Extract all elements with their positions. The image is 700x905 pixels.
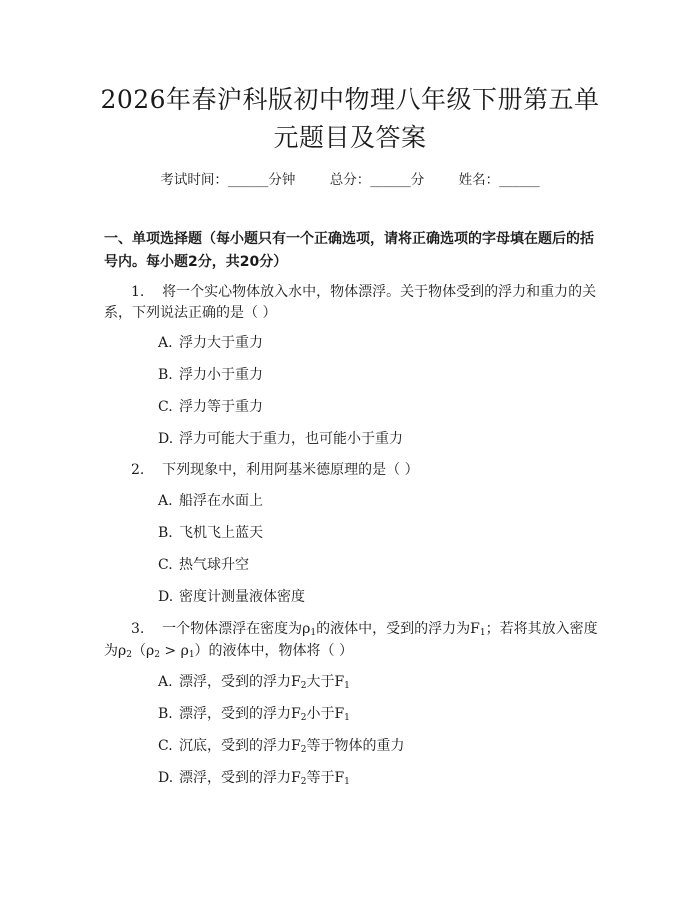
option-text: 等于物体的重力 [306,738,405,754]
option-letter: C. [158,399,173,415]
subscript: 2 [126,650,132,660]
question-1-line2: 系，下列说法正确的是（ ） [104,305,277,321]
option-text: 小于F [306,706,345,722]
question-3-line2 [104,640,353,666]
option-text: 漂浮，受到的浮力F [179,674,301,690]
question-text-part: 一个物体漂浮在密度为ρ [162,621,311,637]
option-text: 热气球升空 [179,557,249,573]
subscript: 1 [310,628,317,638]
option-text: 大于F [306,674,345,690]
question-text-part: ；若将其放入密度 [485,621,598,637]
exam-info [0,168,700,188]
subscript: 2 [300,745,307,755]
subscript: 2 [300,681,307,691]
option-letter: C. [158,557,173,573]
question-text: 将一个实心物体放入水中，物体漂浮。关于物体受到的浮力和重力的关 [162,284,597,300]
option-text: 浮力可能大于重力，也可能小于重力 [179,431,403,447]
question-text-part: （ρ [131,643,155,659]
question-1-line1 [131,281,596,303]
option-text: 飞机飞上蓝天 [179,525,263,541]
question-2-option-c [158,555,249,575]
option-letter: D. [158,770,174,786]
section-heading-line2: 号内。每小题2分，共20分） [104,254,288,270]
option-text: 浮力小于重力 [179,367,263,383]
option-letter: A. [158,335,173,351]
time-unit: 分钟 [268,172,296,188]
question-3-option-a [158,672,350,696]
section-heading [104,228,604,274]
question-text-part: > ρ [159,643,189,659]
question-2-option-b [158,523,263,543]
question-1-option-b [158,365,263,385]
option-letter: B. [158,367,173,383]
question-text: 下列现象中，利用阿基米德原理的是（ ） [162,462,419,478]
option-text: 浮力大于重力 [179,335,263,351]
subscript: 2 [300,777,307,787]
subscript: 1 [479,628,486,638]
document-title-line1: 2026年春沪科版初中物理八年级下册第五单 [100,85,600,114]
option-letter: C. [158,738,173,754]
option-letter: D. [158,431,174,447]
question-text-part: 为ρ [104,643,127,659]
option-text: 船浮在水面上 [179,493,263,509]
question-2-option-a [158,491,263,511]
question-1-option-a [158,333,263,353]
score-blank: ______ [370,172,411,188]
option-text: 密度计测量液体密度 [179,589,305,605]
name-blank: ______ [499,172,540,188]
question-text-part: 的液体中，受到的浮力为F [316,621,480,637]
document-title-line2: 元题目及答案 [273,123,427,152]
option-text: 等于F [306,770,345,786]
question-1-option-d [158,429,403,449]
section-heading-line1: 一、单项选择题（每小题只有一个正确选项，请将正确选项的字母填在题后的括 [104,231,594,247]
option-text: 漂浮，受到的浮力F [179,706,301,722]
name-label: 姓名： [458,172,500,188]
subscript: 2 [154,650,160,660]
subscript: 1 [188,650,195,660]
question-3-option-b [158,704,350,728]
question-number: 2. [131,462,145,478]
question-text-part: ）的液体中，物体将（ ） [194,643,353,659]
option-text: 漂浮，受到的浮力F [179,770,301,786]
subscript: 2 [300,713,307,723]
option-letter: A. [158,493,173,509]
question-2-option-d [158,587,305,607]
option-letter: B. [158,706,173,722]
question-2-line1 [131,459,419,481]
score-label: 总分： [329,172,371,188]
subscript: 1 [344,777,350,787]
subscript: 1 [344,713,350,723]
question-3-option-d [158,768,350,792]
question-number: 1. [131,284,145,300]
question-3-option-c [158,736,404,760]
option-letter: A. [158,674,173,690]
option-letter: B. [158,525,173,541]
option-text: 浮力等于重力 [179,399,263,415]
time-blank: ______ [227,172,269,188]
option-text: 沉底，受到的浮力F [179,738,301,754]
time-label: 考试时间： [160,172,228,188]
option-letter: D. [158,589,174,605]
subscript: 1 [344,681,350,691]
question-1-option-c [158,397,263,417]
question-number: 3. [131,621,145,637]
score-unit: 分 [410,172,425,188]
